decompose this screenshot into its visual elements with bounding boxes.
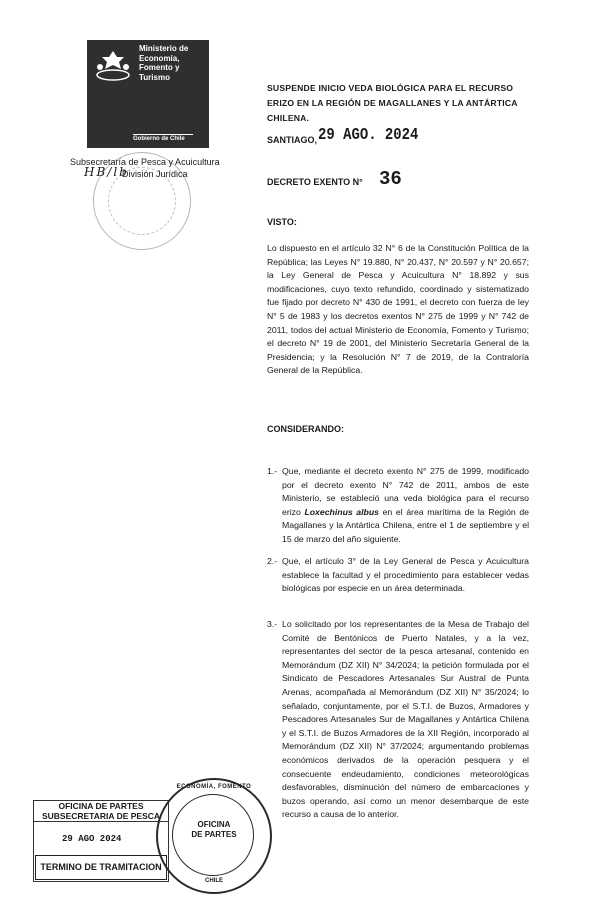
- office-stamp-date: 29 AGO 2024: [62, 834, 122, 844]
- oficina-partes-round-stamp: [156, 778, 272, 894]
- visto-body: Lo dispuesto en el artículo 32 N° 6 de la Constitución Política de la República; las Leyes N° 19.880, N° 20.437, N° 20.597 y N° 20.657; la Ley General de Pesca y Acuicultura N° 18.892 y sus modificaciones, cuyo texto refundido, coordinado y sistematizado fue fijado por decreto N° 430 de 1991, el decreto con fuerza de ley N° 5 de 1983 y los decretos exentos N° 275 de 1999 y N° 742 de 2011, todos del actual Ministerio de Economía, Fomento y Turismo; el decreto N° 19 de 2001, del Ministerio Secretaría General de la Presidencia; y la Resolución N° 7 de 2019, de la Contraloría General de la República.: [267, 243, 529, 376]
- considerando-item-3: [267, 618, 529, 822]
- considerando-heading: CONSIDERANDO:: [267, 424, 345, 434]
- item-number: 3.-: [267, 619, 278, 629]
- decree-title: SUSPENDE INICIO VEDA BIOLÓGICA PARA EL RECURSO ERIZO EN LA REGIÓN DE MAGALLANES Y LA ANTÁRTICA CHILENA.: [267, 83, 518, 123]
- division-name: División Jurídica: [122, 169, 188, 179]
- date-stamp: 29 AGO. 2024: [318, 126, 419, 145]
- city-label: SANTIAGO,: [267, 135, 318, 145]
- item-number: 1.-: [267, 466, 278, 476]
- ministry-name: Ministerio de Economía, Fomento y Turismo: [139, 44, 189, 82]
- item-number: 2.-: [267, 556, 278, 566]
- considerando-item-1: [267, 465, 529, 547]
- visto-heading: VISTO:: [267, 217, 297, 227]
- item-text: Que, el artículo 3° de la Ley General de Pesca y Acuicultura establece la facultad y el procedimiento para establecer vedas biológicas por especie en un área determinada.: [282, 556, 529, 594]
- decree-number-label: DECRETO EXENTO N°: [267, 177, 363, 187]
- item-text: Que, mediante el decreto exento N° 275 de 1999, modificado por el decreto exento N° 742 de 2011, ambos de este Ministerio, se estableció una veda biológica para el recurso erizo Loxechinus albus en el área marítima de la Región de Magallanes y la Antártica Chilena, entre el 1 de septiembre y el 15 de marzo del año siguiente.: [282, 466, 529, 544]
- decree-number: 36: [379, 168, 402, 190]
- ministry-logo: [87, 40, 209, 148]
- handwritten-initials: HB/lb: [84, 165, 129, 179]
- subsecretaria-name: Subsecretaría de Pesca y Acuicultura: [70, 157, 220, 167]
- item-text: Lo solicitado por los representantes de la Mesa de Trabajo del Comité de Bentónicos de Puerto Natales, y a la vez, representantes del sector de la pesca artesanal, contenido en Memorándum (DZ XII) N° 34/2024; la petición formulada por el Sindicato de Pescadores Artesanales Sur Austral de Punta Arenas, acompañada al Memorándum (DZ XII) N° 35/2024; lo señalado, conjuntamente, por el S.T.I. de Buzos, Armadores y Pescadores Artesanales Sur de Magallanes y Antártica Chilena y el S.T.I. de Buzos Armadores de la XII Región, incorporado al Memorándum (DZ XII) N° 37/2024; argumentando problemas económicos derivados de la operación pesquera y el consecuente endeudamiento, condiciones meteorológicas desfavorables, disminución del número de embarcaciones y buzos operando, así como un menor desembarque de este recurso a causa de lo anterior.: [282, 619, 529, 820]
- office-stamp-line2: SUBSECRETARIA DE PESCA: [34, 811, 168, 822]
- round-stamp-middle: OFICINA DE PARTES: [191, 820, 237, 839]
- office-stamp-line1: OFICINA DE PARTES: [58, 801, 144, 811]
- round-stamp-bottom: CHILE: [205, 878, 223, 884]
- considerando-item-2: [267, 555, 529, 596]
- coat-of-arms-icon: [93, 47, 133, 83]
- species-name: Loxechinus albus: [304, 506, 379, 517]
- round-stamp-top: ECONOMÍA, FOMENTO: [176, 784, 252, 790]
- government-label: Gobierno de Chile: [133, 134, 193, 142]
- termino-tramitacion-stamp: TERMINO DE TRAMITACION: [35, 855, 167, 880]
